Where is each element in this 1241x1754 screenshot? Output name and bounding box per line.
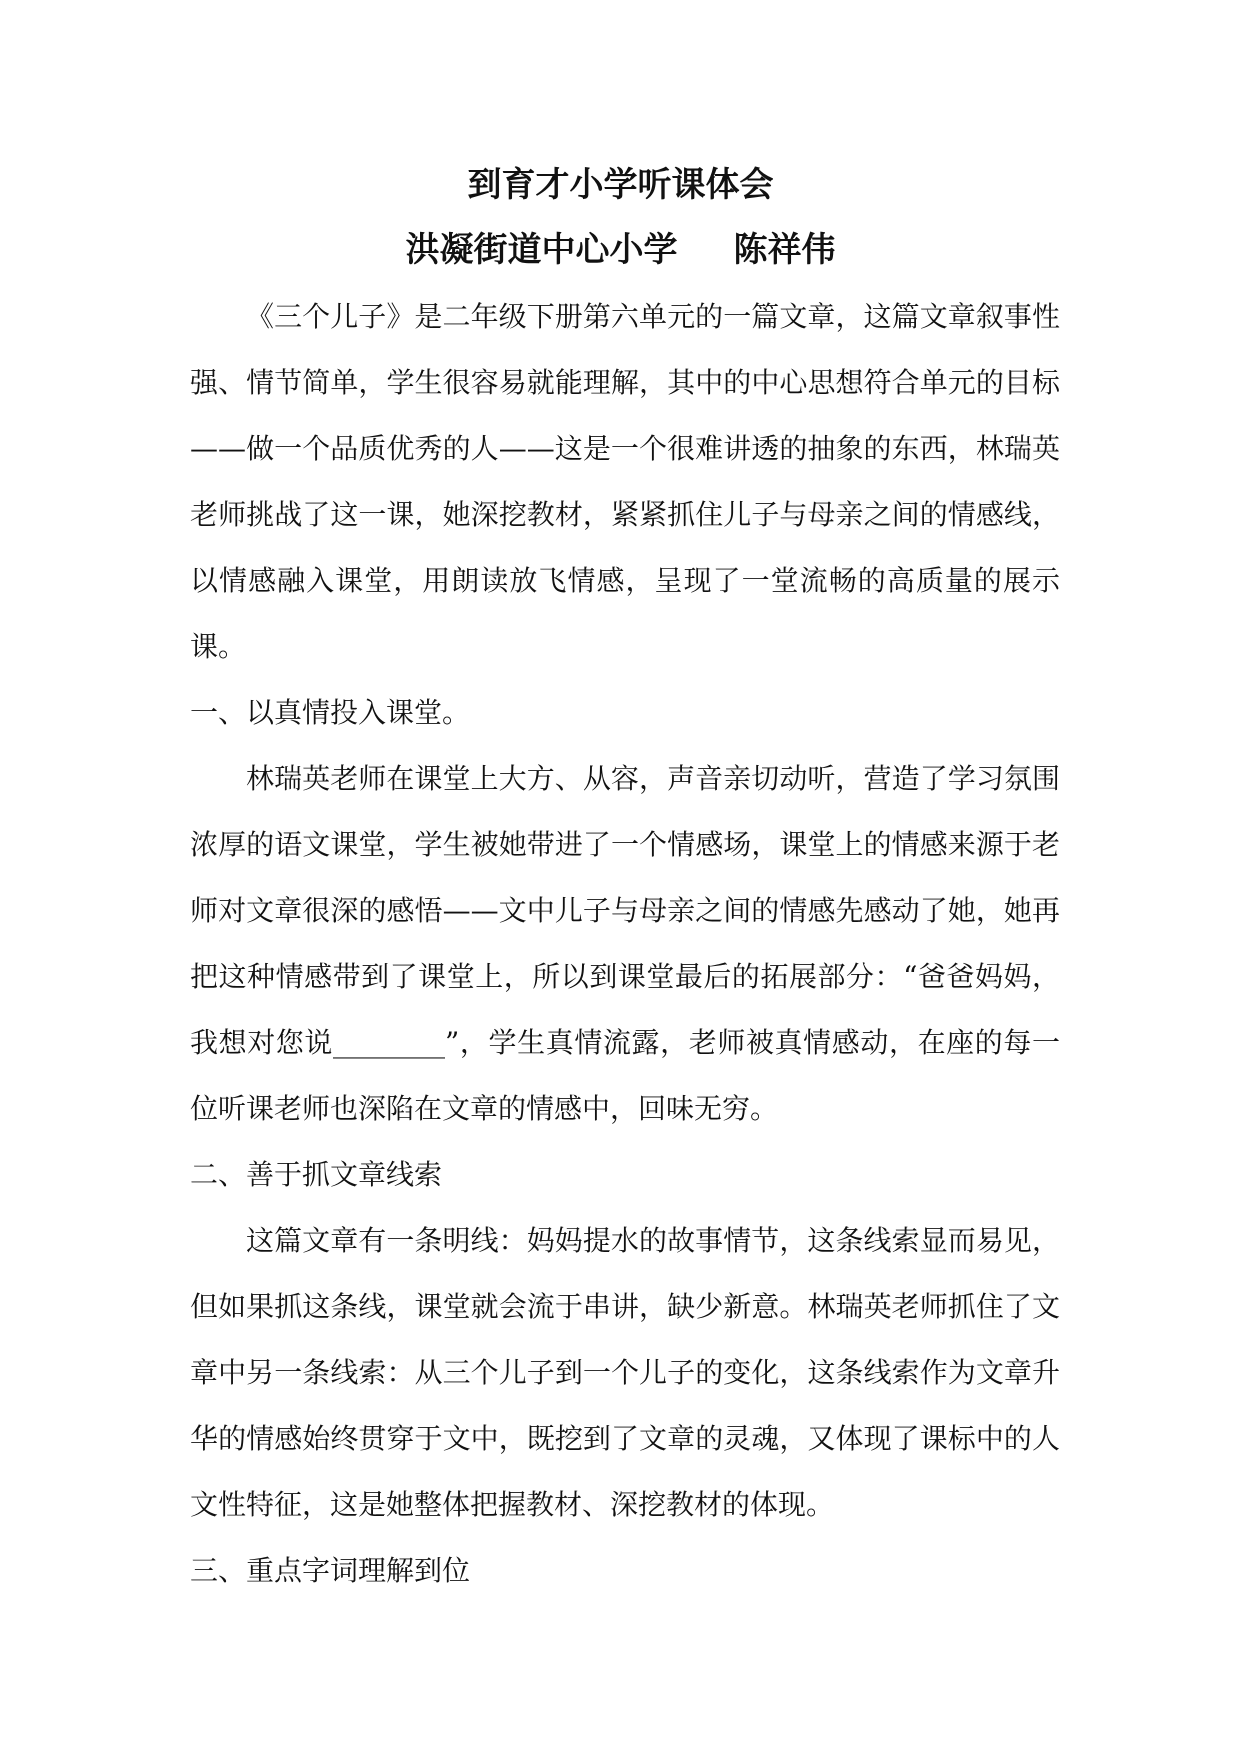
section-heading-2: 二、善于抓文章线索 (190, 1158, 443, 1191)
intro-paragraph: 《三个儿子》是二年级下册第六单元的一篇文章，这篇文章叙事性强、情节简单，学生很容易就能理解，其中的中心思想符合单元的目标——做一个品质优秀的人——这是一个很难讲透的抽象的东西，林瑞英老师挑战了这一课，她深挖教材，紧紧抓住儿子与母亲之间的情感线，以情感融入课堂，用朗读放飞情感，呈现了一堂流畅的高质量的展示课。 (190, 300, 1060, 663)
section-heading-3: 三、重点字词理解到位 (190, 1554, 471, 1587)
author-line (0, 230, 1241, 270)
section-paragraph-1: 林瑞英老师在课堂上大方、从容，声音亲切动听，营造了学习氛围浓厚的语文课堂，学生被她带进了一个情感场，课堂上的情感来源于老师对文章很深的感悟——文中儿子与母亲之间的情感先感动了她，她再把这种情感带到了课堂上，所以到课堂最后的拓展部分：“爸爸妈妈，我想对您说________”，学生真情流露，老师被真情感动，在座的每一位听课老师也深陷在文章的情感中，回味无穷。 (190, 762, 1060, 1125)
section-heading-1: 一、以真情投入课堂。 (190, 696, 471, 729)
author-name: 陈祥伟 (733, 230, 836, 270)
author-school: 洪凝街道中心小学 (405, 230, 678, 270)
section-paragraph-2: 这篇文章有一条明线：妈妈提水的故事情节，这条线索显而易见，但如果抓这条线，课堂就会流于串讲，缺少新意。林瑞英老师抓住了文章中另一条线索：从三个儿子到一个儿子的变化，这条线索作为文章升华的情感始终贯穿于文中，既挖到了文章的灵魂，又体现了课标中的人文性特征，这是她整体把握教材、深挖教材的体现。 (190, 1224, 1060, 1521)
document-body (190, 284, 1060, 1604)
page-title: 到育才小学听课体会 (467, 165, 774, 205)
